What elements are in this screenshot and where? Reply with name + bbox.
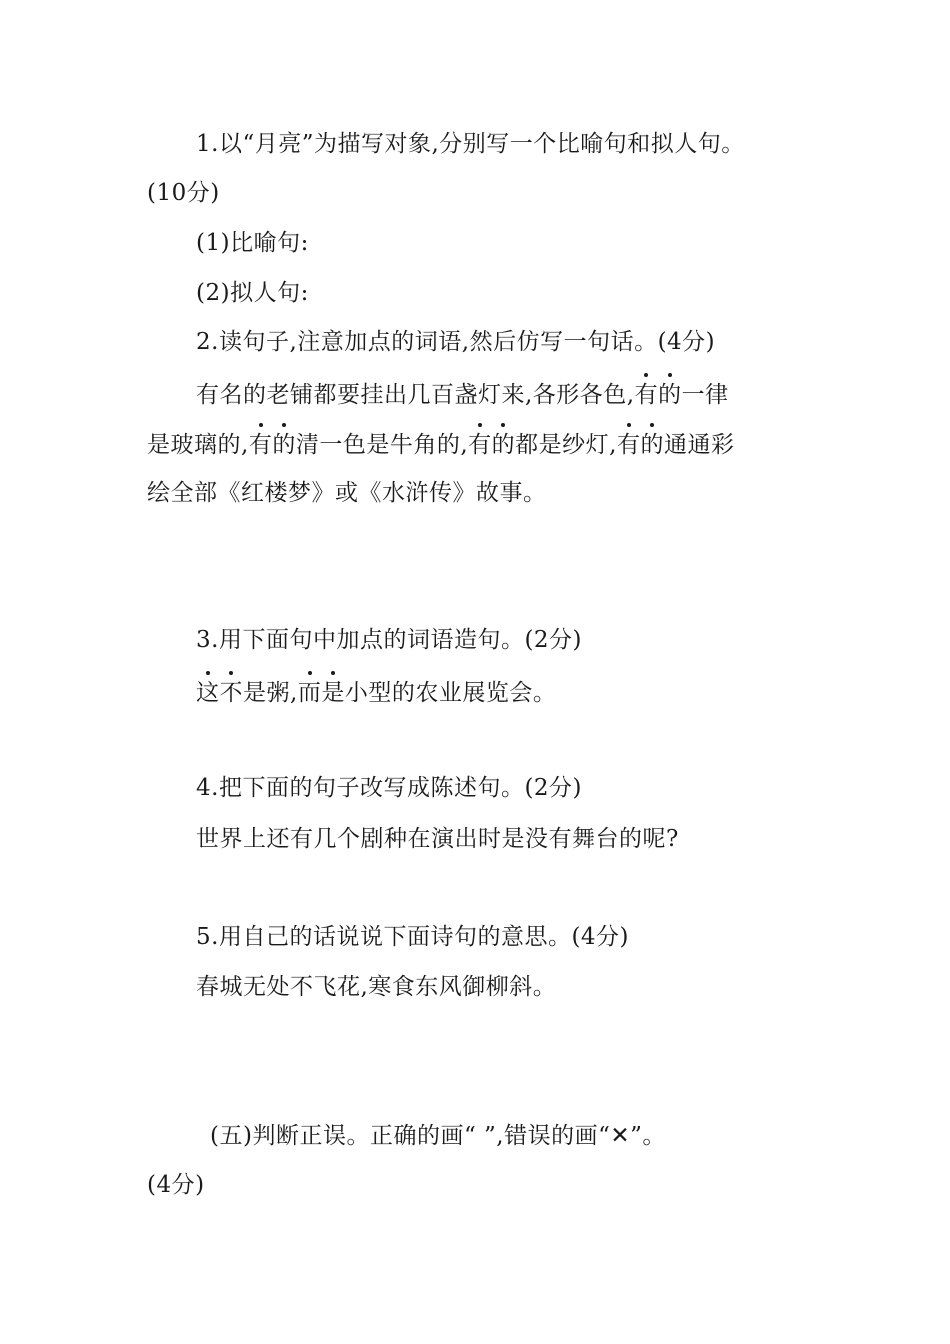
dotted-word: [635, 382, 682, 408]
dotted-char: 的: [658, 382, 682, 408]
dotted-char: 有: [634, 382, 659, 408]
section-5-instruction: (五)判断正误。正确的画“ ”,错误的画“✕”。: [210, 1123, 666, 1149]
dotted-char: 是: [321, 680, 345, 706]
passage-text: 清一色是牛角的,: [295, 432, 469, 458]
question-2-passage-line-2: [147, 430, 734, 460]
question-1-line-2: (10分): [147, 180, 220, 206]
dotted-char: 而: [297, 680, 322, 706]
question-1-line-1: 1.以“月亮”为描写对象,分别写一个比喻句和拟人句。: [196, 131, 745, 157]
passage-text: 通通彩: [663, 432, 735, 458]
dotted-char: 有: [468, 432, 492, 458]
dotted-char: 有: [248, 432, 273, 458]
question-3-title: 3.用下面句中加点的词语造句。(2分): [196, 627, 583, 653]
passage-text: 有名的老铺都要挂出几百盏灯来,各形各色,: [196, 382, 635, 408]
section-5-score: (4分): [147, 1172, 205, 1198]
passage-text: 都是纱灯,: [515, 432, 617, 458]
question-2-passage-line-3: 绘全部《红楼梦》或《水浒传》故事。: [147, 480, 547, 506]
question-1-simile-label: (1)比喻句:: [196, 230, 309, 256]
question-5-title: 5.用自己的话说说下面诗句的意思。(4分): [196, 924, 630, 950]
dotted-char: 的: [640, 432, 664, 458]
question-2-passage-line-1: [196, 380, 729, 410]
question-4-title: 4.把下面的句子改写成陈述句。(2分): [196, 775, 583, 801]
question-5-poem: 春城无处不飞花,寒食东风御柳斜。: [196, 974, 557, 1000]
dotted-char: 的: [272, 432, 296, 458]
dotted-char: 有: [616, 432, 641, 458]
sentence-text: 小型的农业展览会。: [344, 680, 557, 706]
question-4-sentence: 世界上还有几个剧种在演出时是没有舞台的呢?: [196, 826, 679, 852]
question-3-sentence: [196, 678, 556, 708]
sentence-text: 是粥,: [243, 680, 298, 706]
dotted-char: 的: [491, 432, 516, 458]
passage-text: 是玻璃的,: [147, 432, 249, 458]
passage-text: 一律: [681, 382, 729, 408]
question-1-personification-label: (2)拟人句:: [196, 280, 309, 306]
dotted-char: 这: [196, 680, 220, 706]
question-2-title: 2.读句子,注意加点的词语,然后仿写一句话。(4分): [196, 329, 716, 355]
dotted-char: 不: [219, 680, 243, 706]
